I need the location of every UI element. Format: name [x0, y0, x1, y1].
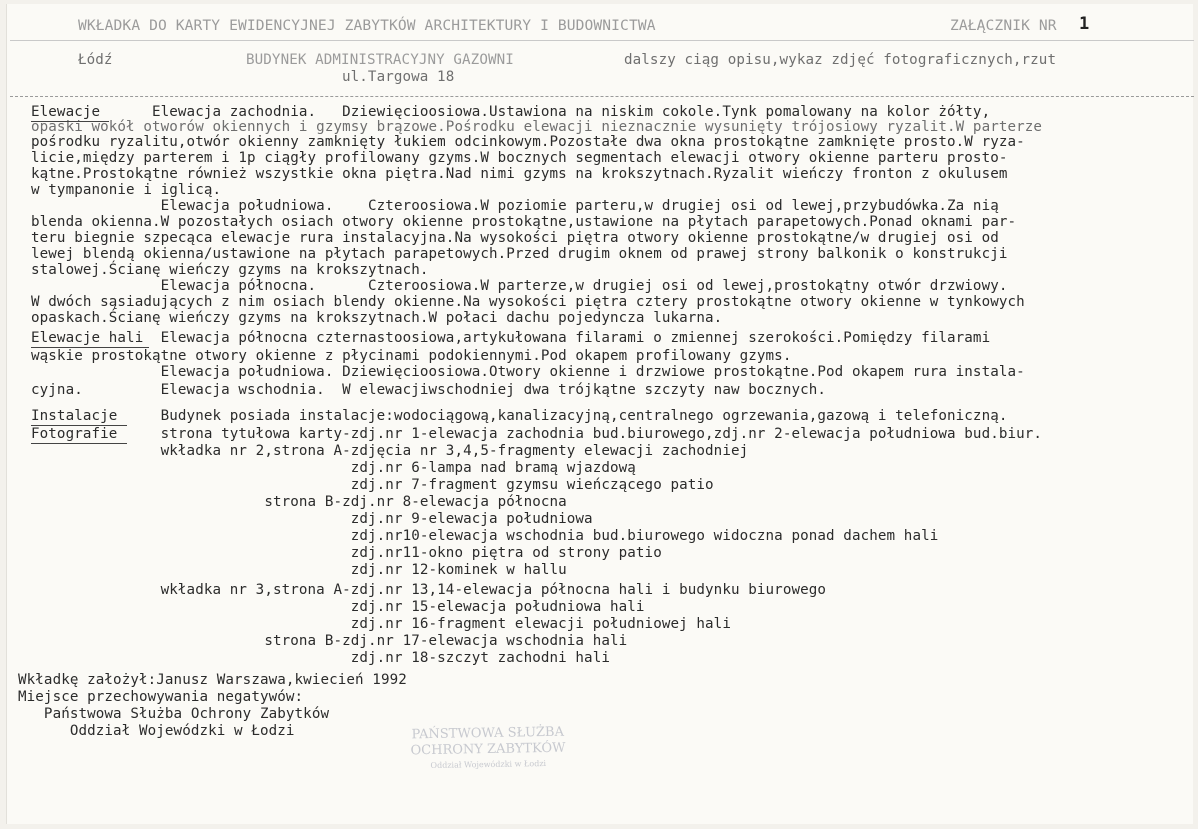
text-line: zdj.nr 16-fragment elewacji południowej hali — [31, 616, 731, 632]
institution-stamp — [398, 724, 579, 773]
text-line: opaskach.Ścianę wieńczy gzyms na krokszytnach.W połaci dachu pojedyncza lukarna. — [31, 310, 723, 326]
sheet-subject: dalszy ciąg opisu,wykaz zdjęć fotograficznych,rzut — [624, 52, 1057, 68]
text-line: Państwowa Służba Ochrony Zabytków — [18, 706, 330, 722]
text-line: Wkładkę założył:Janusz Warszawa,kwiecień 1992 — [18, 672, 407, 688]
text-line: blenda okienna.W pozostałych osiach otwory okienne prostokątne,ustawione na płytach parapetowych.Ponad oknami par- — [31, 214, 1017, 230]
header-rule-top — [10, 40, 1194, 41]
text-line: lewej blendą okienna/ustawione na płytach parapetowych.Przed drugim oknem od prawej strony balkonik o konstrukcji — [31, 246, 1008, 262]
text-line: Elewacje Elewacja zachodnia. Dziewięcioosiowa.Ustawiona na niskim cokole.Tynk pomalowany na kolor żółty, — [31, 104, 991, 120]
heading-underline-fotografie — [31, 443, 127, 444]
text-line: zdj.nr 15-elewacja południowa hali — [31, 599, 645, 615]
stamp-line-1: PAŃSTWOWA SŁUŻBA — [411, 724, 565, 743]
text-line: strona B-zdj.nr 17-elewacja wschodnia hali — [31, 633, 628, 649]
text-line: Elewacja południowa. Dziewięcioosiowa.Otwory okienne i drzwiowe prostokątne.Pod okapem rura instala- — [31, 364, 1025, 380]
heading-underline-instalacje — [31, 425, 127, 426]
text-line: Instalacje Budynek posiada instalacje:wodociągową,kanalizacyjną,centralnego ogrzewania,gazową i telefoniczną. — [31, 408, 1008, 424]
text-line: stalowej.Ścianę wieńczy gzyms na krokszytnach. — [31, 262, 429, 278]
text-line: wkładka nr 3,strona A-zdj.nr 13,14-elewacja północna hali i budynku biurowego — [31, 582, 827, 598]
text-line: Elewacje hali Elewacja północna czternastoosiowa,artykułowana filarami o zmiennej szerokości.Pomiędzy filarami — [31, 330, 991, 346]
text-line: pośrodku ryzalitu,otwór okienny zamknięty łukiem odcinkowym.Pozostałe dwa okna prostokątne zamknięte prosto.W ryza- — [31, 134, 1025, 150]
text-line: Oddział Wojewódzki w Łodzi — [18, 723, 295, 739]
text-line: zdj.nr 18-szczyt zachodni hali — [31, 650, 610, 666]
text-line: teru biegnie szpecąca elewacje rura instalacyjna.Na wysokości piętra otwory okienne prostokątne/w drugiej osi od — [31, 230, 999, 246]
text-line: Fotografie strona tytułowa karty-zdj.nr 1-elewacja zachodnia bud.biurowego,zdj.nr 2-elewacja południowa bud.biur. — [31, 426, 1043, 442]
text-line: cyjna. Elewacja wschodnia. W elewacjiwschodniej dwa trójkątne szczyty naw bocznych. — [31, 382, 827, 398]
text-line: zdj.nr11-okno piętra od strony patio — [31, 545, 662, 561]
city-field: Łódź — [78, 52, 113, 68]
text-line: Elewacja południowa. Czteroosiowa.W poziomie parteru,w drugiej osi od lewej,przybudówka.Za nią — [31, 198, 999, 214]
header-rule-bottom — [10, 96, 1194, 97]
stamp-line-2: OCHRONY ZABYTKÓW — [410, 740, 566, 759]
text-line: opaski wokół otworów okiennych i gzymsy brązowe.Pośrodku elewacji nieznacznie wysunięty trójosiowy ryzalit.W parterze — [31, 119, 1043, 135]
attachment-number: 1 — [1079, 14, 1090, 34]
text-line: Elewacja północna. Czteroosiowa.W parterze,w drugiej osi od lewej,prostokątny otwór drzwiowy. — [31, 278, 1008, 294]
stamp-line-3: Oddział Wojewódzki w Łodzi — [430, 758, 547, 771]
heading-underline-elewacje — [31, 121, 109, 122]
text-line: strona B-zdj.nr 8-elewacja północna — [31, 494, 567, 510]
building-name: BUDYNEK ADMINISTRACYJNY GAZOWNI — [246, 52, 514, 68]
heading-underline-elewacje-hali — [31, 347, 149, 348]
document-title: WKŁADKA DO KARTY EWIDENCYJNEJ ZABYTKÓW ARCHITEKTURY I BUDOWNICTWA — [78, 17, 656, 34]
text-line: zdj.nr 12-kominek w hallu — [31, 562, 567, 578]
text-line: W dwóch sąsiadujących z nim osiach blendy okienne.Na wysokości piętra cztery prostokątne otwory okienne w tynkowych — [31, 294, 1025, 310]
text-line: Miejsce przechowywania negatywów: — [18, 689, 304, 705]
text-line: zdj.nr 6-lampa nad bramą wjazdową — [31, 460, 636, 476]
text-line: wkładka nr 2,strona A-zdjęcia nr 3,4,5-fragmenty elewacji zachodniej — [31, 443, 749, 459]
text-line: kątne.Prostokątne również wszystkie okna piętra.Nad nimi gzyms na krokszytnach.Ryzalit wieńczy fronton z okulusem — [31, 166, 1008, 182]
text-line: zdj.nr10-elewacja wschodnia bud.biurowego widoczna ponad dachem hali — [31, 528, 939, 544]
building-address: ul.Targowa 18 — [342, 69, 455, 85]
text-line: licie,między parterem i 1p ciągły profilowany gzyms.W bocznych segmentach elewacji otwory okienne parteru prosto- — [31, 150, 1008, 166]
text-line: zdj.nr 7-fragment gzymsu wieńczącego patio — [31, 477, 714, 493]
text-line: w tympanonie i iglicą. — [31, 182, 222, 198]
text-line: wąskie prostokątne otwory okienne z płycinami podokiennymi.Pod okapem profilowany gzyms. — [31, 348, 792, 364]
attachment-label: ZAŁĄCZNIK NR — [950, 17, 1057, 34]
text-line: zdj.nr 9-elewacja południowa — [31, 511, 593, 527]
